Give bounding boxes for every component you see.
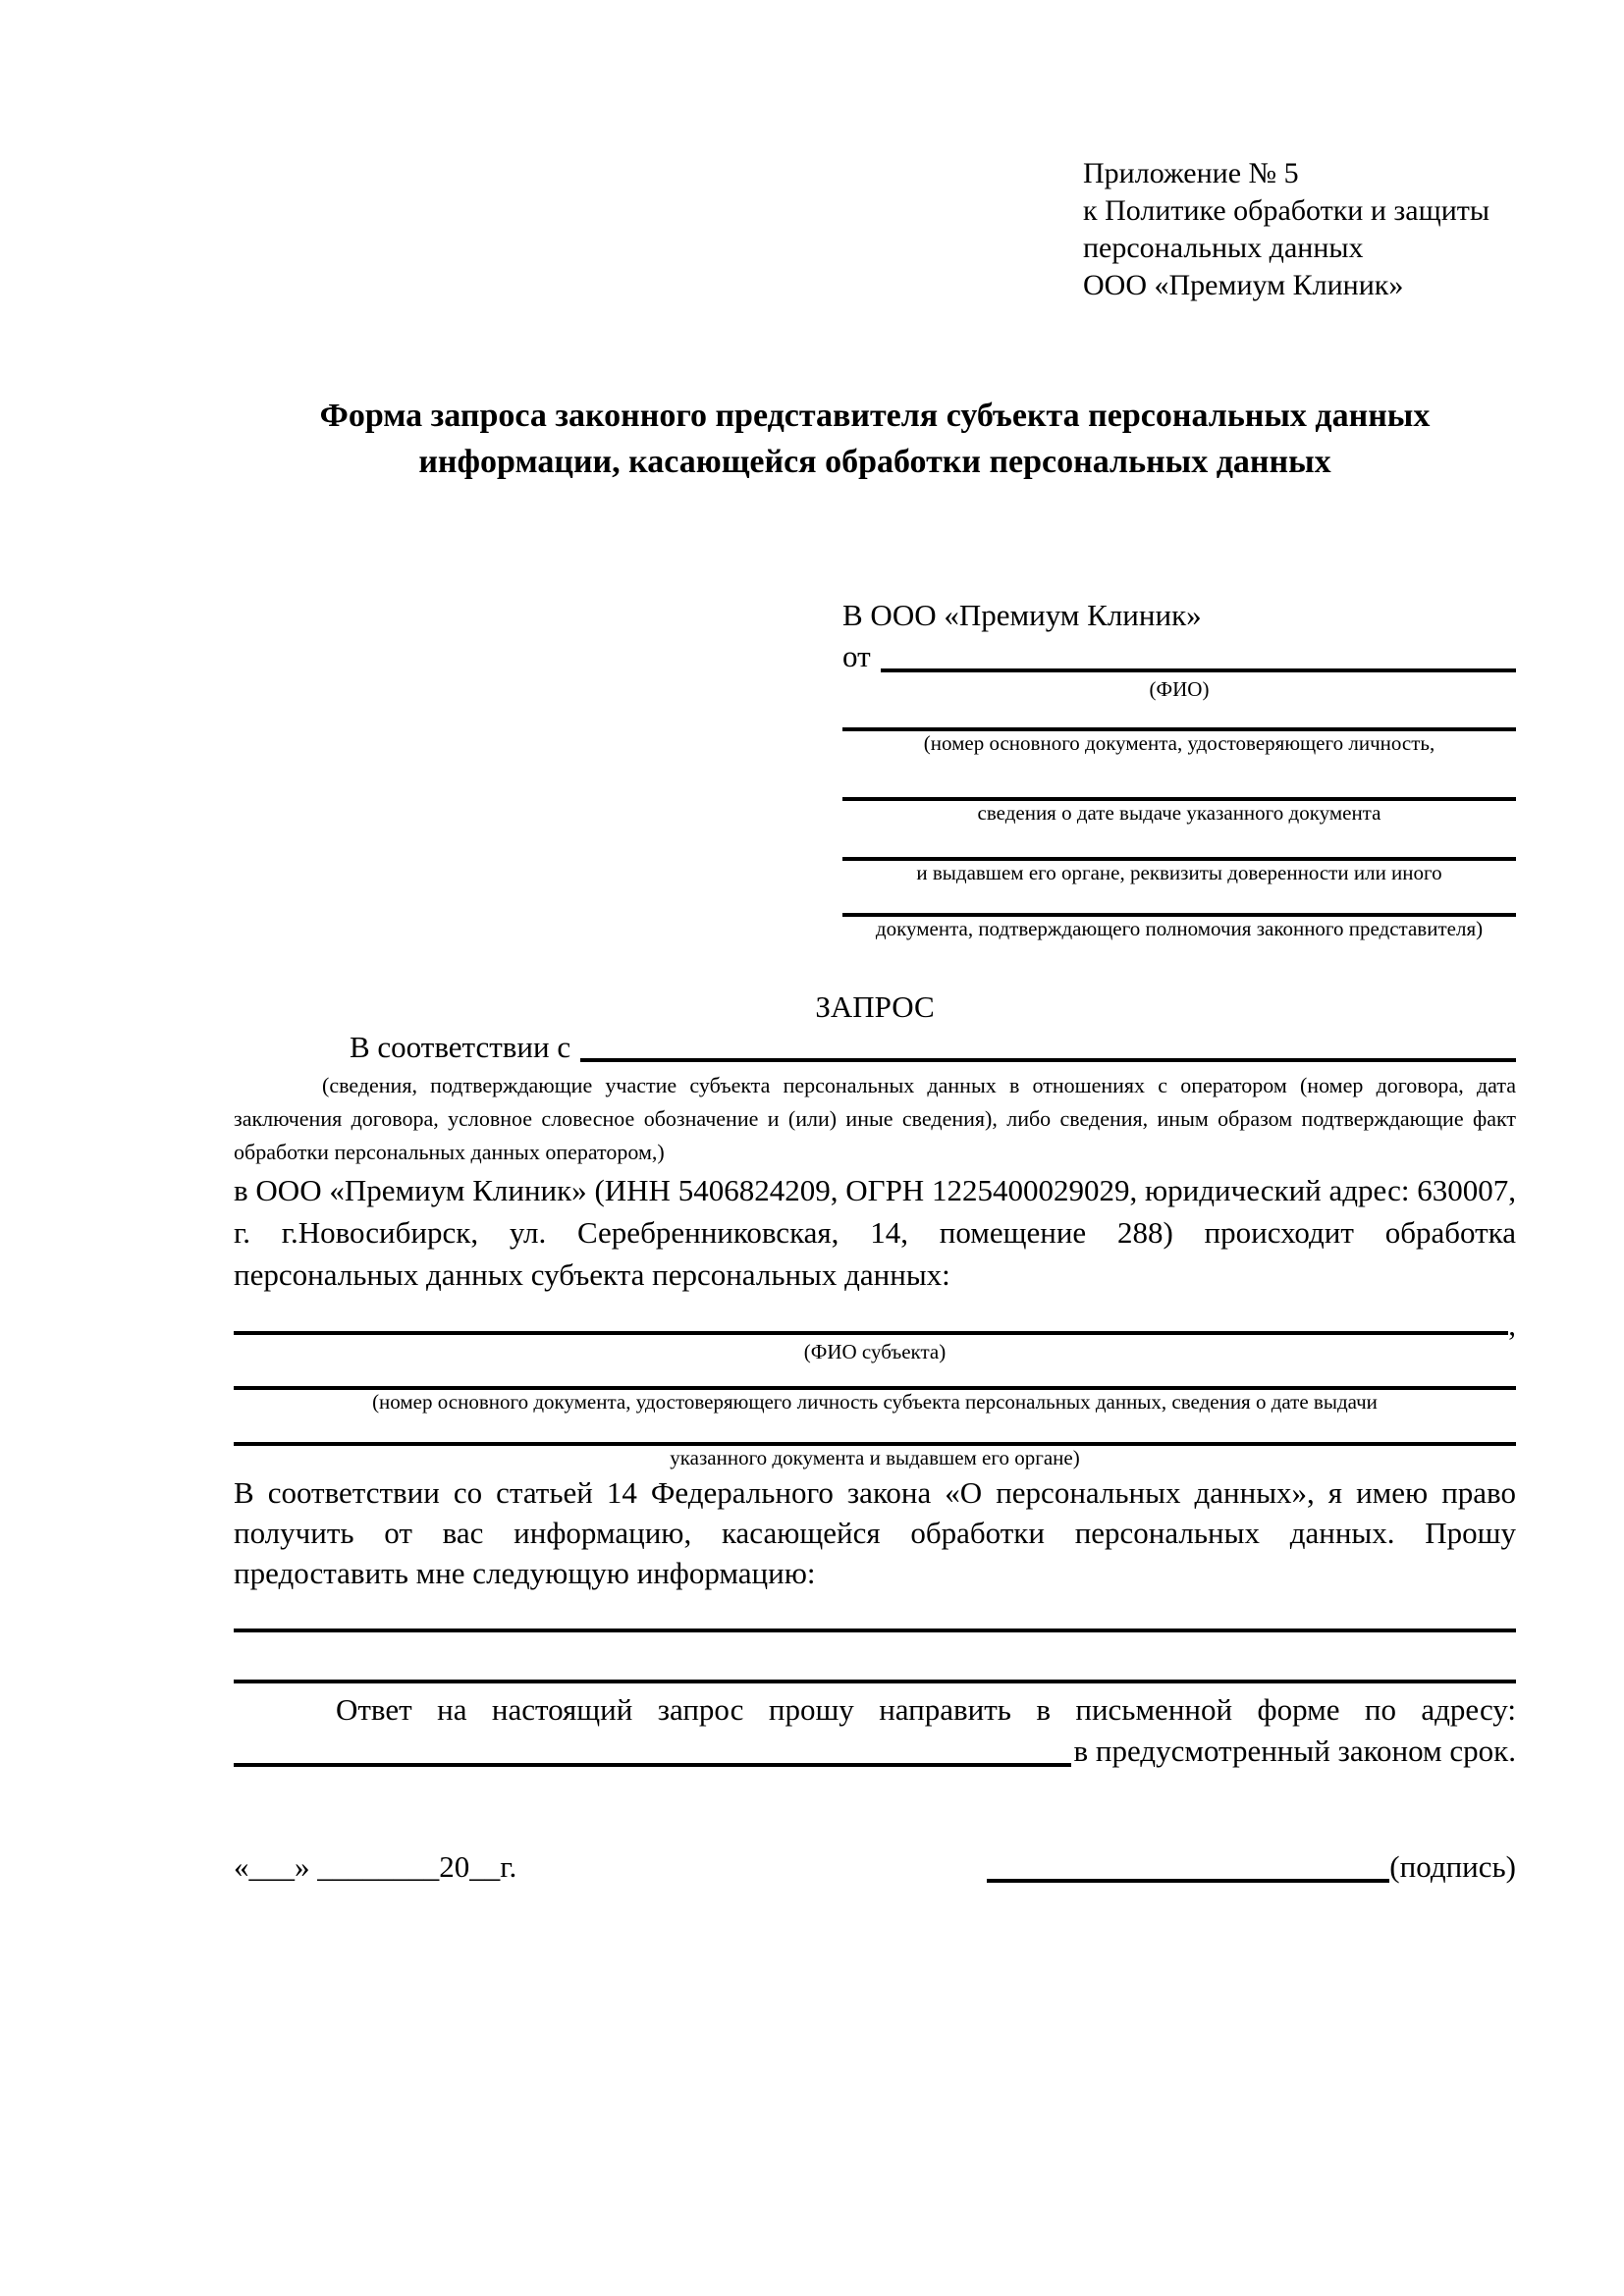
signature-spacer — [516, 1846, 987, 1888]
reply-fill-line — [234, 1731, 1071, 1767]
representative-caption: сведения о дате выдаче указанного документа — [977, 801, 1381, 825]
intro-fill-line — [580, 1028, 1516, 1062]
intro-row — [234, 1028, 1516, 1067]
addressee-block — [842, 595, 1516, 941]
rights-paragraph: В соответствии со статьей 14 Федерального закона «О персональных данных», я имею право получить от вас информацию, касающейся обработки персональных данных. Прошу предоставить мне следующую информацию: — [234, 1475, 1516, 1590]
annex-line: к Политике обработки и защиты — [1083, 194, 1490, 227]
representative-blank-line — [842, 826, 1516, 861]
subject-doc-line-2 — [234, 1415, 1516, 1446]
representative-caption: и выдавшем его органе, реквизиты доверенности или иного — [916, 861, 1442, 884]
from-row — [842, 636, 1516, 677]
representative-caption: документа, подтверждающего полномочия законного представителя) — [875, 917, 1484, 940]
signature-caption: (подпись) — [1389, 1849, 1516, 1884]
reply-paragraph-line-1: Ответ на настоящий запрос прошу направить в письменной форме по адресу: — [336, 1692, 1516, 1727]
reply-paragraph-line-2 — [234, 1731, 1516, 1772]
subject-fio-row — [234, 1306, 1516, 1340]
title-line: Форма запроса законного представителя субъекта персональных данных — [319, 398, 1431, 434]
date-field: «___» ________20__г. — [234, 1849, 517, 1884]
intro-label: В соответствии с — [350, 1030, 571, 1064]
subject-doc-caption-1: (номер основного документа, удостоверяющего личность субъекта персональных данных, сведения о дате выдачи — [372, 1390, 1378, 1414]
signature-line — [987, 1846, 1389, 1883]
addressee-org: В ООО «Премиум Клиник» — [842, 598, 1202, 632]
representative-blank-line — [842, 885, 1516, 917]
operator-paragraph: в ООО «Премиум Клиник» (ИНН 5406824209, ОГРН 1225400029029, юридический адрес: 630007, г. г.Новосибирск, ул. Серебренниковская, 14, помещение 288) происходит обработка персональных данных субъекта персональных данных: — [234, 1173, 1516, 1292]
representative-caption: (номер основного документа, удостоверяющего личность, — [923, 731, 1435, 755]
annex-line: Приложение № 5 — [1083, 157, 1299, 189]
annex-line: персональных данных — [1083, 232, 1364, 264]
representative-blank-line — [842, 702, 1516, 731]
subject-doc-caption-2: указанного документа и выдавшем его органе) — [670, 1446, 1080, 1469]
request-heading: ЗАПРОС — [815, 989, 935, 1024]
subject-fio-line — [234, 1306, 1508, 1335]
annex-line: ООО «Премиум Клиник» — [1083, 269, 1404, 301]
intro-footnote: (сведения, подтверждающие участие субъекта персональных данных в отношениях с оператором (номер договора, дата заключения договора, условное словесное обозначение и (или) иные сведения), либо сведения, иным образом подтверждающие факт обработки персональных данных оператором,) — [234, 1073, 1516, 1164]
from-label: от — [842, 639, 871, 673]
from-fill-line — [881, 636, 1516, 672]
title-line: информации, касающейся обработки персональных данных — [418, 444, 1331, 480]
info-blank-line-2 — [234, 1632, 1516, 1683]
fio-caption: (ФИО) — [1149, 677, 1210, 701]
document-title — [234, 393, 1516, 485]
representative-blank-line — [842, 756, 1516, 801]
subject-fio-comma: , — [1508, 1308, 1516, 1342]
subject-fio-caption: (ФИО субъекта) — [803, 1340, 947, 1363]
reply-line-2-text: в предусмотренный законом срок. — [1073, 1734, 1516, 1768]
subject-doc-line-1 — [234, 1364, 1516, 1390]
signature-row — [234, 1846, 1516, 1888]
info-blank-line-1 — [234, 1593, 1516, 1632]
annex-block — [1083, 155, 1516, 304]
